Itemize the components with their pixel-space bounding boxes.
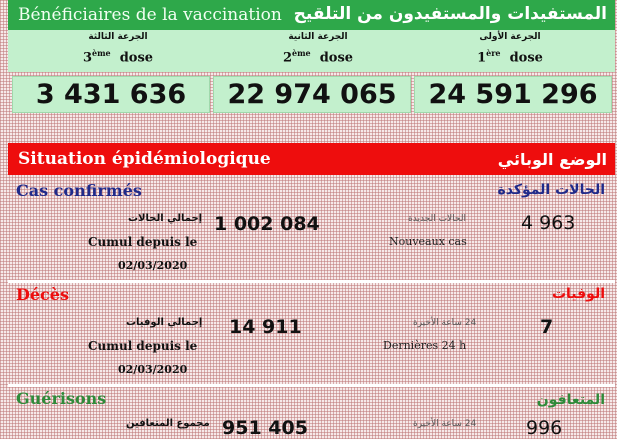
confirmed-new-count: 4 963 <box>521 212 576 234</box>
deaths-title-fr: Décès <box>16 285 69 304</box>
dose-2-label-ar: الجرعة الثانية <box>288 32 348 42</box>
recovered-new-label-ar: 24 ساعة الأخيرة <box>413 419 477 429</box>
dose-labels-bar <box>8 30 615 72</box>
deaths-new-label-ar: 24 ساعة الأخيرة <box>413 318 477 328</box>
confirmed-cum-label-ar: إجمالي الحالات <box>128 213 203 224</box>
section-divider <box>8 280 615 283</box>
dose-3-count: 3 431 636 <box>12 76 210 113</box>
deaths-title-ar: الوفيات <box>551 286 605 302</box>
confirmed-cum-date: 02/03/2020 <box>118 259 188 272</box>
recovered-title-ar: المتعافون <box>536 392 605 408</box>
deaths-new-label-fr: Dernières 24 h <box>383 339 467 352</box>
dose-1-count: 24 591 296 <box>414 76 612 113</box>
recovered-cumulative: 951 405 <box>222 417 308 439</box>
epidemio-header <box>8 143 615 175</box>
epidemio-title-ar: الوضع الوبائي <box>497 150 607 169</box>
dose-3-label-ar: الجرعة الثالثة <box>88 32 148 42</box>
dose-2-label <box>218 30 418 72</box>
dose-2-label-fr: 2ème dose <box>282 48 354 66</box>
dose-3-label <box>18 30 218 72</box>
vaccination-title-fr: Bénéficiaires de la vaccination <box>18 5 282 25</box>
deaths-cum-label-fr: Cumul depuis le <box>88 339 198 353</box>
dose-2-count: 22 974 065 <box>213 76 411 113</box>
confirmed-cumulative: 1 002 084 <box>214 213 320 235</box>
deaths-new-count: 7 <box>540 316 554 338</box>
recovered-cum-label-ar: مجموع المتعافين <box>126 418 210 429</box>
deaths-cum-label-ar: إجمالي الوفيات <box>126 317 203 328</box>
deaths-cumulative: 14 911 <box>229 316 302 338</box>
dose-3-label-fr: 3ème dose <box>82 48 154 66</box>
confirmed-title-fr: Cas confirmés <box>16 181 142 200</box>
confirmed-title-ar: الحالات المؤكدة <box>497 182 605 198</box>
vaccination-title-ar: المستفيدات والمستفيدون من التلقيح <box>293 4 607 24</box>
confirmed-cum-label-fr: Cumul depuis le <box>88 235 198 249</box>
epidemio-title-fr: Situation épidémiologique <box>18 149 271 169</box>
confirmed-new-label-ar: الحالات الجديدة <box>408 214 466 224</box>
vaccination-header <box>8 0 615 30</box>
confirmed-new-label-fr: Nouveaux cas <box>389 235 467 248</box>
recovered-title-fr: Guérisons <box>16 389 107 408</box>
deaths-cum-date: 02/03/2020 <box>118 363 188 376</box>
recovered-new-count: 996 <box>526 417 563 439</box>
dose-1-label-ar: الجرعة الأولى <box>479 32 541 42</box>
section-divider <box>8 384 615 387</box>
dose-1-label-fr: 1ère dose <box>477 48 543 66</box>
dose-1-label <box>410 30 610 72</box>
